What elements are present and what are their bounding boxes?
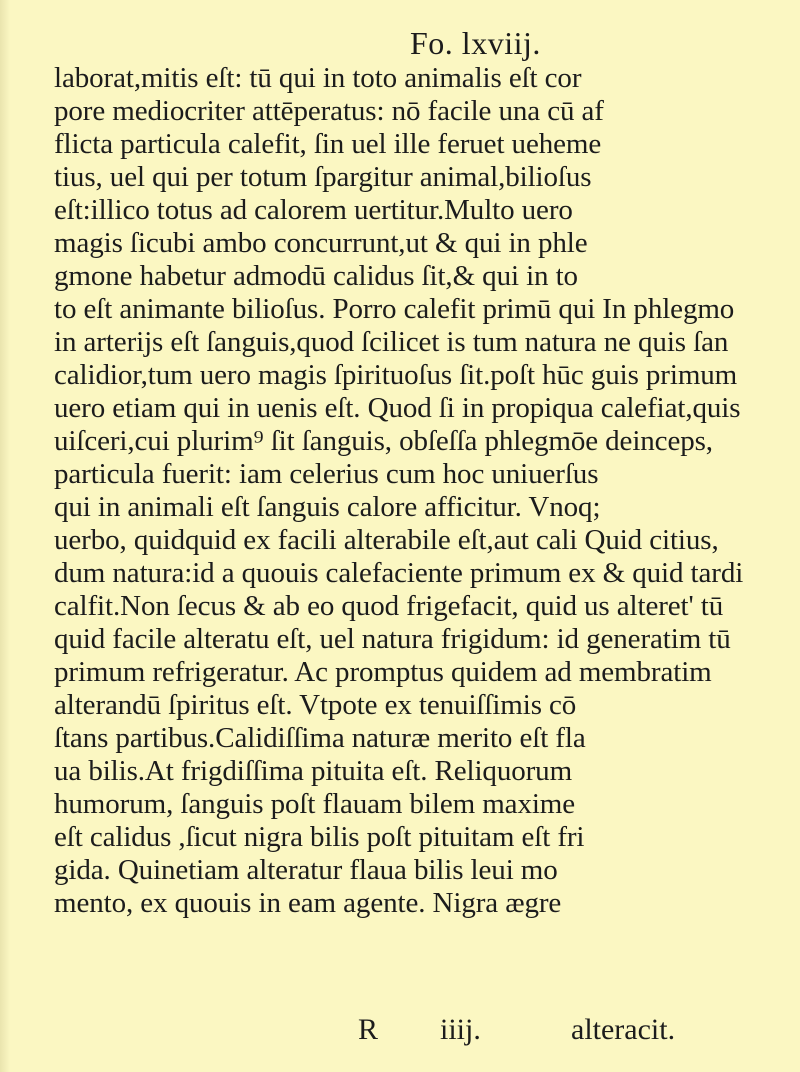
text-line: alterandū ſpiritus eſt. Vtpote ex tenuiſſimis cō xyxy=(54,689,577,721)
text-line: ua bilis.At frigdiſſima pituita eſt. Reliquorum xyxy=(54,755,573,787)
text-line: humorum, ſanguis poſt flauam bilem maxime xyxy=(54,788,576,820)
text-line: gida. Quinetiam alteratur flaua bilis leui mo xyxy=(54,854,558,886)
text-line: quid facile alteratu eſt, uel natura frigidum: id generatim tū xyxy=(54,623,731,655)
text-line: in arterijs eſt ſanguis,quod ſcilicet is tum natura ne quis ſan xyxy=(54,326,729,358)
text-line: dum natura:id a quouis calefaciente primum ex & quid tardi xyxy=(54,557,744,589)
text-line: flicta particula calefit, ſin uel ille feruet ueheme xyxy=(54,128,602,160)
text-line: eſt:illico totus ad calorem uertitur.Multo uero xyxy=(54,194,573,226)
text-line: eſt calidus ,ſicut nigra bilis poſt pituitam eſt fri xyxy=(54,821,585,853)
text-line: tius, uel qui per totum ſpargitur animal,bilioſus xyxy=(54,161,592,193)
text-line: calfit.Non ſecus & ab eo quod frigefacit, quid us alteret' tū xyxy=(54,590,724,622)
text-line: uero etiam qui in uenis eſt. Quod ſi in propiqua calefiat,quis xyxy=(54,392,741,424)
folio-number: Fo. lxviij. xyxy=(410,25,541,61)
page-gutter-shadow xyxy=(0,0,10,1072)
text-line: qui in animali eſt ſanguis calore afficitur. Vnoq; xyxy=(54,491,601,523)
text-line: calidior,tum uero magis ſpirituoſus ſit.poſt hūc guis primum xyxy=(54,359,738,391)
text-line: pore mediocriter attēperatus: nō facile una cū af xyxy=(54,95,604,127)
text-line: magis ſicubi ambo concurrunt,ut & qui in phle xyxy=(54,227,588,259)
text-line: to eſt animante bilioſus. Porro calefit primū qui In phlegmo xyxy=(54,293,735,325)
text-line: gmone habetur admodū calidus ſit,& qui in to xyxy=(54,260,578,292)
text-line: mento, ex quouis in eam agente. Nigra ægre xyxy=(54,887,562,919)
text-line: laborat,mitis eſt: tū qui in toto animalis eſt cor xyxy=(54,62,582,94)
catchword: alteracit. xyxy=(571,1013,676,1046)
signature-leaf-number: iiij. xyxy=(440,1013,481,1046)
text-line: primum refrigeratur. Ac promptus quidem ad membratim xyxy=(54,656,712,688)
page-footer xyxy=(0,1013,800,1053)
text-line: ſtans partibus.Calidiſſima naturæ merito eſt fla xyxy=(54,722,586,754)
body-text xyxy=(54,62,776,920)
text-line: uiſceri,cui plurim⁹ ſit ſanguis, obſeſſa phlegmōe deinceps, xyxy=(54,425,713,457)
signature-mark: R xyxy=(358,1013,379,1046)
text-line: particula fuerit: iam celerius cum hoc uniuerſus xyxy=(54,458,599,490)
text-line: uerbo, quidquid ex facili alterabile eſt,aut cali Quid citius, xyxy=(54,524,719,556)
